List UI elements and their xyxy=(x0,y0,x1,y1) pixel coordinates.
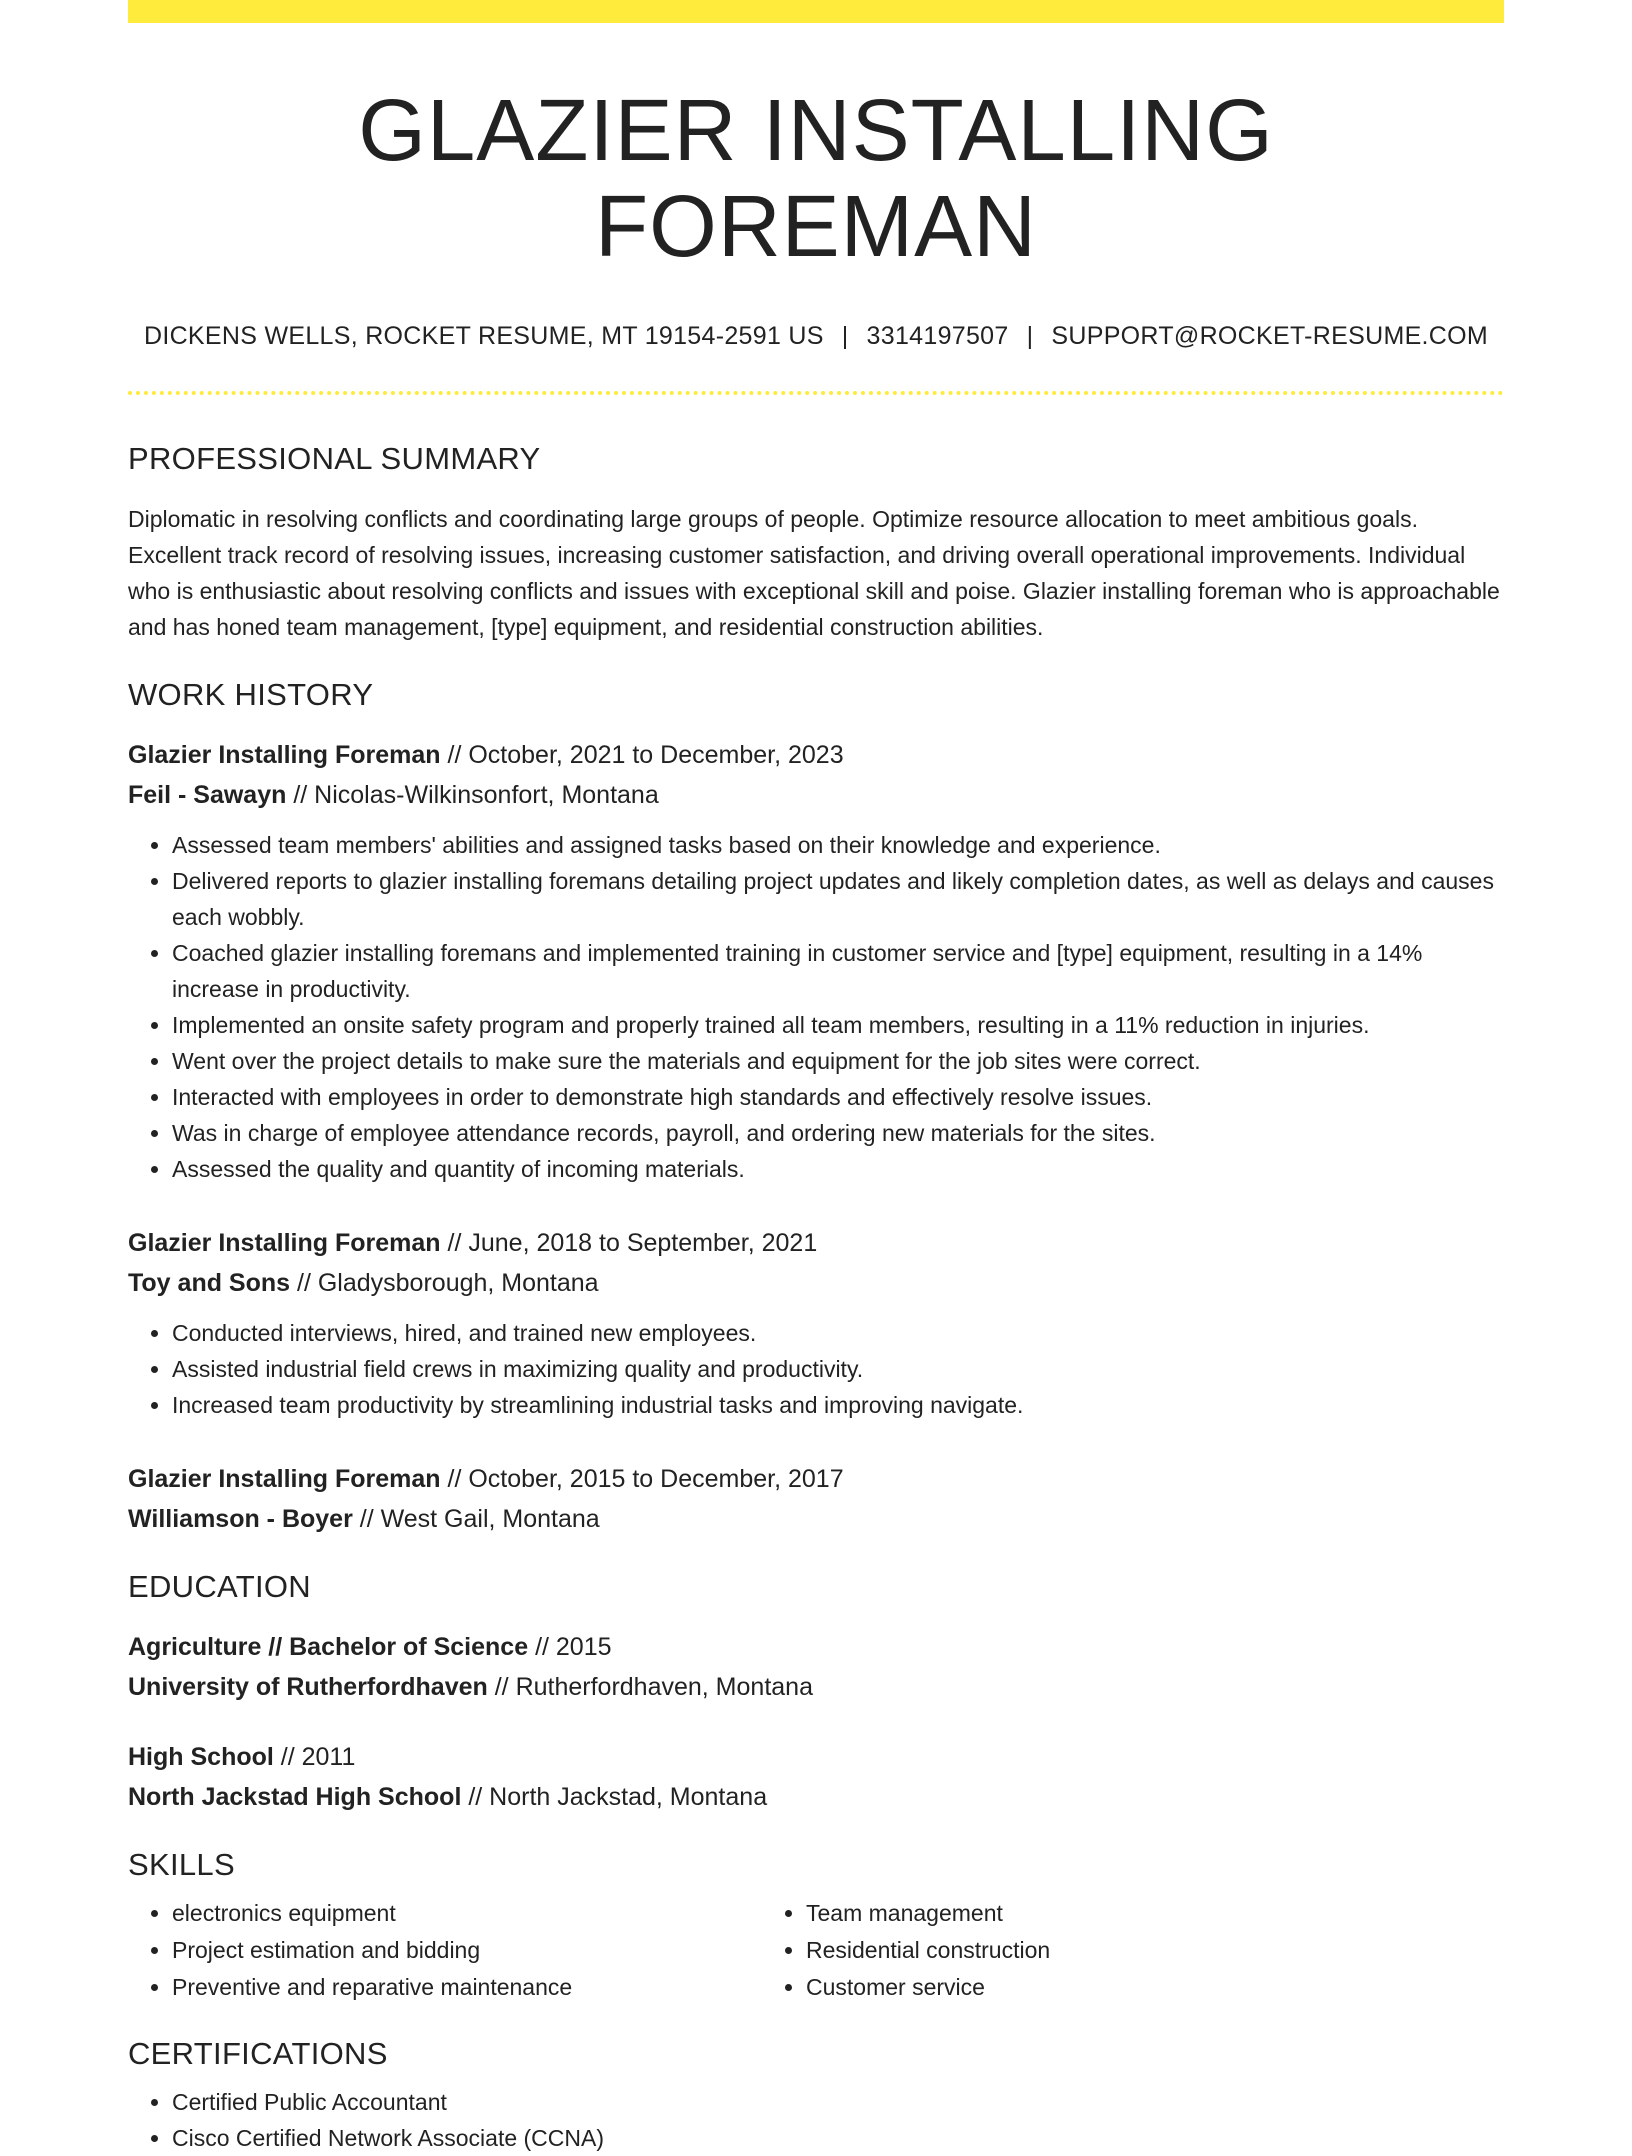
contact-phone: 3314197507 xyxy=(866,322,1009,351)
education-entry xyxy=(128,1627,1504,1707)
job-title-line xyxy=(128,1223,1504,1263)
skill-item: • Preventive and reparative maintenance xyxy=(172,1969,762,2006)
skill-item: • Customer service xyxy=(806,1969,1396,2006)
job-bullet: • Coached glazier installing foremans and implemented training in customer service and [type] equipment, resulting in a 14% increase in productivity. xyxy=(172,935,1504,1007)
work-history-heading: WORK HISTORY xyxy=(128,677,374,713)
job-bullet: • Delivered reports to glazier installing foremans detailing project updates and likely completion dates, as well as delays and causes each wobbly. xyxy=(172,863,1504,935)
job-position: Glazier Installing Foreman xyxy=(128,741,441,770)
job-location: // Nicolas-Wilkinsonfort, Montana xyxy=(286,781,659,810)
education-school-line xyxy=(128,1777,1504,1817)
job-position: Glazier Installing Foreman xyxy=(128,1229,441,1258)
job-company: Williamson - Boyer xyxy=(128,1505,353,1534)
contact-address: DICKENS WELLS, ROCKET RESUME, MT 19154-2591 US xyxy=(143,322,824,351)
education-degree: High School xyxy=(128,1743,274,1772)
education-year: // 2011 xyxy=(273,1743,356,1772)
contact-email: SUPPORT@ROCKET-RESUME.COM xyxy=(1051,322,1489,351)
job-bullets xyxy=(128,827,1504,1187)
summary-text: Diplomatic in resolving conflicts and coordinating large groups of people. Optimize resource allocation to meet ambitious goals. Excellent track record of resolving issues, increasing customer satisfaction, and driving overall operational improvements. Individual who is enthusiastic about resolving conflicts and issues with exceptional skill and poise. Glazier installing foreman who is approachable and has honed team management, [type] equipment, and residential construction abilities. xyxy=(128,506,1500,641)
job-dates: // October, 2021 to December, 2023 xyxy=(440,741,844,770)
skills-list-left xyxy=(128,1895,762,2006)
resume-page xyxy=(128,0,1504,2156)
summary-heading: PROFESSIONAL SUMMARY xyxy=(128,441,541,477)
job-dates: // June, 2018 to September, 2021 xyxy=(440,1229,818,1258)
job-title-line xyxy=(128,735,1504,775)
skill-item: • Residential construction xyxy=(806,1932,1396,1969)
job-company: Toy and Sons xyxy=(128,1269,291,1298)
top-accent-bar xyxy=(128,0,1504,23)
job-title-line xyxy=(128,1459,1504,1499)
job-bullet: • Increased team productivity by streamlining industrial tasks and improving navigate. xyxy=(172,1387,1504,1423)
job-bullet: • Conducted interviews, hired, and trained new employees. xyxy=(172,1315,1504,1351)
job-bullet: • Assisted industrial field crews in maximizing quality and productivity. xyxy=(172,1351,1504,1387)
skills-list-right xyxy=(762,1895,1396,2006)
job-position: Glazier Installing Foreman xyxy=(128,1465,441,1494)
job-entry xyxy=(128,735,1504,1187)
job-bullet: • Was in charge of employee attendance records, payroll, and ordering new materials for the sites. xyxy=(172,1115,1504,1151)
education-school: University of Rutherfordhaven xyxy=(128,1673,488,1702)
contact-line xyxy=(128,322,1504,351)
certifications-heading: CERTIFICATIONS xyxy=(128,2036,388,2072)
job-company-line xyxy=(128,1263,1504,1303)
job-company-line xyxy=(128,1499,1504,1539)
certifications-list xyxy=(128,2084,1504,2156)
education-location: // North Jackstad, Montana xyxy=(461,1783,768,1812)
contact-separator: | xyxy=(841,322,849,351)
education-year: // 2015 xyxy=(528,1633,612,1662)
education-heading: EDUCATION xyxy=(128,1569,311,1605)
education-degree: Agriculture // Bachelor of Science xyxy=(128,1633,529,1662)
job-company-line xyxy=(128,775,1504,815)
education-school-line xyxy=(128,1667,1504,1707)
skill-item: • electronics equipment xyxy=(172,1895,762,1932)
job-entry xyxy=(128,1223,1504,1423)
job-bullet: • Interacted with employees in order to demonstrate high standards and effectively resolve issues. xyxy=(172,1079,1504,1115)
job-location: // West Gail, Montana xyxy=(352,1505,600,1534)
certification-item: • Cisco Certified Network Associate (CCNA) xyxy=(172,2120,1504,2156)
education-location: // Rutherfordhaven, Montana xyxy=(487,1673,813,1702)
resume-title: GLAZIER INSTALLING FOREMAN xyxy=(358,82,1274,275)
job-company: Feil - Sawayn xyxy=(128,781,287,810)
education-degree-line xyxy=(128,1737,1504,1777)
job-bullet: • Went over the project details to make sure the materials and equipment for the job sites were correct. xyxy=(172,1043,1504,1079)
education-school: North Jackstad High School xyxy=(128,1783,462,1812)
skill-item: • Team management xyxy=(806,1895,1396,1932)
job-bullet: • Assessed the quality and quantity of incoming materials. xyxy=(172,1151,1504,1187)
job-location: // Gladysborough, Montana xyxy=(290,1269,599,1298)
job-bullet: • Assessed team members' abilities and assigned tasks based on their knowledge and experience. xyxy=(172,827,1504,863)
job-bullets xyxy=(128,1315,1504,1423)
job-bullet: • Implemented an onsite safety program and properly trained all team members, resulting in a 11% reduction in injuries. xyxy=(172,1007,1504,1043)
job-dates: // October, 2015 to December, 2017 xyxy=(440,1465,844,1494)
job-entry xyxy=(128,1459,1504,1539)
contact-separator: | xyxy=(1026,322,1034,351)
certification-item: • Certified Public Accountant xyxy=(172,2084,1504,2120)
skill-item: • Project estimation and bidding xyxy=(172,1932,762,1969)
skills-heading: SKILLS xyxy=(128,1847,235,1883)
skills-columns xyxy=(128,1895,1504,2006)
header-divider xyxy=(128,391,1504,395)
education-degree-line xyxy=(128,1627,1504,1667)
education-entry xyxy=(128,1737,1504,1817)
